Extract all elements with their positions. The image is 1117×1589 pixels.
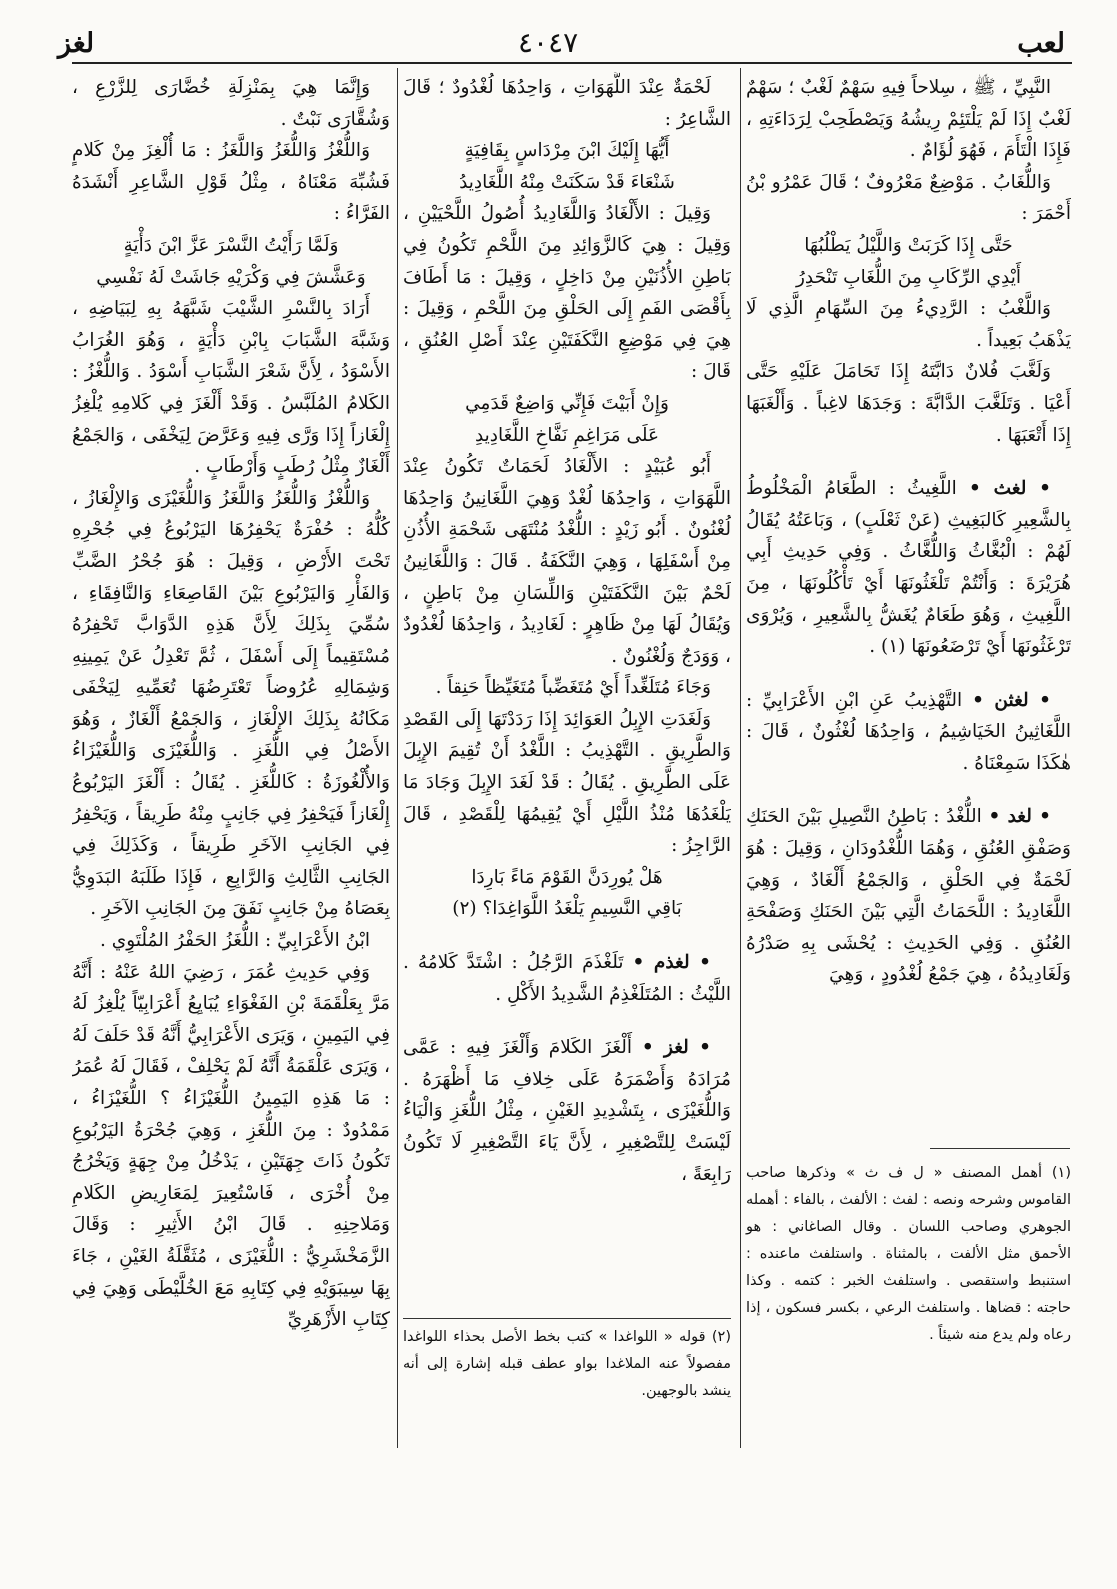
entry-text: التَّهْذِيبُ عَنِ ابْنِ الأَعْرَابِيِّ : اللَّغَاثِينُ الخَيَاشِيمُ ، وَاحِدُهَا لُغْثُونٌ ، قَالَ : هٰكَذَا سَمِعْنَاهُ . — [746, 689, 1071, 774]
footnote-rule — [930, 1148, 1070, 1149]
column-middle — [403, 72, 731, 1442]
paragraph: أَرَادَ بِالنَّسْرِ الشَّيْبَ شَبَّهَهُ بِهِ لِبَيَاضِهِ ، وَشَبَّهَ الشَّبَابَ بِابْنِ دَأْيَةٍ ، وَهُوَ الغُرَابُ الأَسْوَدُ ، لِأَنَّ شَعْرَ الشَّبَابِ أَسْوَدُ . وَاللُّغْزُ : الكَلامُ المُلَبَّسُ . وَقَدْ أَلْغَزَ فِي كَلامِهِ يُلْغِزُ إِلْغَازاً إِذَا وَرَّى فِيهِ وَعَرَّضَ لِيَخْفَى ، وَالجَمْعُ أَلْغَازٌ مِثْلُ رُطَبٍ وَأَرْطَابٍ . — [72, 298, 390, 478]
paragraph: وَلَغَدَتِ الإِبِلُ العَوَائِدَ إِذَا رَدَدْتَهَا إِلَى القَصْدِ وَالطَّرِيقِ . التَّهْذِيبُ : اللَّغْدُ أَنْ تُقِيمَ الإِبِلَ عَلَى الطَّرِيقِ . يُقَالُ : قَدْ لَغَدَ الإِبِلَ وَجَادَ مَا يَلْغَدُهَا مُنْذُ اللَّيْلِ أَيْ يُقِيمُهَا لِلْقَصْدِ ، قَالَ الرَّاجِزُ : — [403, 708, 731, 857]
verse-line: هَلْ يُورِدَنَّ القَوْمَ مَاءً بَارِدَا — [471, 866, 663, 888]
paragraph: وَجَاءَ مُتَلَغِّداً أَيْ مُتَغَضِّباً مُتَغَيِّظاً حَنِقاً . — [435, 677, 711, 699]
page-header — [0, 14, 1117, 64]
verse-line: أَيْدِي الرِّكَابِ مِنَ اللُّغَابِ تَنْحَدِرُ — [795, 266, 1022, 288]
paragraph: أَبُو عُبَيْدٍ : الأَلْغَادُ لَحَمَاتٌ تَكُونُ عِنْدَ اللَّهَوَاتِ ، وَاحِدُهَا لُغْدٌ وَهِيَ اللَّغَانِينُ وَاحِدُهَا لُغْنُونٌ . أَبُو زَيْدٍ : اللُّغْدُ مُنْتَهَى شَحْمَةِ الأُذُنِ مِنْ أَسْفَلِهَا ، وَهِيَ النَّكَفَةُ . قَالَ : وَاللَّغَانِينُ لَحْمٌ بَيْنَ النَّكَفَتَيْنِ وَاللِّسَانِ مِنْ بَاطِنٍ ، وَيُقَالُ لَهَا مِنْ ظَاهِرٍ : لَغَادِيدُ ، وَاحِدُهَا لُغْدُودٌ ، وَوَدَجٌ وَلُغْنُونٌ . — [403, 456, 731, 667]
entry — [746, 685, 1071, 780]
paragraph: وَلَغَّبَ فُلانٌ دَابَّتَهُ إِذَا تَحَامَلَ عَلَيْهِ حَتَّى أَعْيَا . وَتَلَغَّبَ الدَّابَّةَ : وَجَدَهَا لاغِباً . وَأَلْغَبَهَا إِذَا أَتْعَبَهَا . — [746, 361, 1071, 446]
headword: • لغذم • — [632, 952, 711, 974]
verse-line: عَلَى مَرَاغِمِ نَفَّاخِ اللَّغَادِيدِ — [474, 424, 660, 446]
headword: • لغد • — [988, 806, 1051, 828]
entry — [746, 473, 1071, 663]
paragraph: النَّبِيِّ ، ﷺ ، سِلاحاً فِيهِ سَهْمٌ لَغْبٌ ؛ سَهْمٌ لَغْبٌ إِذَا لَمْ يَلْتَئِمْ رِيشُهُ وَيَصْطَحِبْ لِرَدَاءَتِهِ ، فَإِذَا الْتَأَمَ ، فَهُوَ لُؤَامٌ . — [746, 77, 1071, 162]
header-right-word: لعب — [1017, 28, 1065, 59]
entry-text: أَلْغَزَ الكَلامَ وَأَلْغَزَ فِيهِ : عَمَّى مُرَادَهُ وَأَضْمَرَهُ عَلَى خِلافِ مَا أَظْهَرَهُ . وَاللُّغَيْزَى ، بِتَشْدِيدِ الغَيْنِ ، مِثْلُ اللُّغَزِ وَالْيَاءُ لَيْسَتْ لِلتَّصْغِيرِ ، لِأَنَّ يَاءَ التَّصْغِيرِ لَا تَكُونُ رَابِعَةً ، — [403, 1037, 731, 1185]
paragraph: وَقِيلَ : الأَلْغَادُ وَاللَّغَادِيدُ أُصُولُ اللَّحْيَيْنِ ، وَقِيلَ : هِيَ كَالزَّوَائِدِ مِنَ اللَّحْمِ تَكُونُ فِي بَاطِنِ الأُذُنَيْنِ مِنْ دَاخِلٍ ، وَقِيلَ : مَا أَطَافَ بِأَقْصَى الفَمِ إِلَى الحَلْقِ مِنَ اللَّحْمِ ، وَقِيلَ : هِيَ فِي مَوْضِعِ النَّكَفَتَيْنِ عِنْدَ أَصْلِ العُنُقِ ، قَالَ : — [403, 203, 731, 383]
column-left — [72, 72, 390, 1442]
verse-line: أَيُّهَا إِلَيْكَ ابْنَ مِرْدَاسٍ بِقَافِيَةٍ — [464, 140, 670, 162]
page-number: ٤٠٤٧ — [518, 26, 579, 59]
paragraph: وَفِي حَدِيثِ عُمَرَ ، رَضِيَ اللهُ عَنْهُ : أَنَّهُ مَرَّ بِعَلْقَمَةَ بْنِ الفَغْوَاءِ يُبَايِعُ أَعْرَابِيّاً يُلْغِزُ لَهُ فِي اليَمِينِ ، وَيَرَى الأَعْرَابِيُّ أَنَّهُ قَدْ حَلَفَ لَهُ ، وَيَرَى عَلْقَمَةُ أَنَّهُ لَمْ يَحْلِفْ ، فَقَالَ لَهُ عُمَرُ : مَا هَذِهِ اليَمِينُ اللُّغَيْزَاءُ ؟ اللُّغَيْزَاءُ ، مَمْدُودٌ : مِنَ اللُّغَزِ ، وَهِيَ جُحْرَةُ اليَرْبُوعِ تَكُونُ ذَاتَ جِهَتَيْنِ ، يَدْخُلُ مِنْ جِهَةٍ وَيَخْرُجُ مِنْ أُخْرَى ، فَاسْتُعِيرَ لِمَعَارِيضِ الكَلامِ وَمَلاحِنِهِ . قَالَ ابْنُ الأَثِيرِ : وَقَالَ الزَّمَخْشَرِيُّ : اللُّغَيْزَى ، مُثَقَّلَةُ الغَيْنِ ، جَاءَ بِهَا سِيبَوَيْهِ فِي كِتَابِهِ مَعَ الخُلَّيْطَى وَهِيَ فِي كِتَابِ الأَزْهَرِيِّ — [72, 961, 390, 1331]
footnote: (٢) قوله « اللواغدا » كتب بخط الأصل بحذاء اللواغدا مفصولاً عنه الملاغدا بواو عطف قبله إشارة إلى أنه ينشد بالوجهين. — [403, 1329, 731, 1399]
entry — [403, 947, 731, 1010]
verse-line: وَلَمَّا رَأَيْتُ النَّسْرَ عَزَّ ابْنَ دَأْيَةٍ — [123, 234, 339, 256]
verse-line: حَتَّى إِذَا كَرَبَتْ وَاللَّيْلُ يَطْلُبُهَا — [804, 234, 1013, 256]
headword: • لغز • — [641, 1037, 711, 1059]
header-rule — [72, 62, 1072, 64]
verse-line: بَاقِي النَّسِيمِ يَلْغَدُ اللَّوَاغِدَا؟ (٢) — [452, 898, 682, 920]
verse-line: شَنْعَاءَ قَدْ سَكَنَتْ مِنْهُ اللَّغَادِيدُ — [459, 171, 675, 193]
verse-line: وَعَشَّشَ فِي وَكْرَيْهِ جَاشَتْ لَهُ نَفْسِي — [96, 266, 366, 288]
entry-text: اللَّغِيثُ : الطَّعَامُ الْمَخْلُوطُ بِالشَّعِيرِ كَالبَغِيثِ (عَنْ ثَعْلَبٍ) ، وَبَاعَتُهُ يُقَالُ لَهُمْ : الْبُغَّاثُ وَاللُّغَّاثُ . وَفِي حَدِيثِ أَبِي هُرَيْرَةَ : وَأَنْتُمْ تَلْغَثُونَهَا أَيْ تَأْكُلُونَهَا ، مِنَ اللَّغِيثِ ، وَهُوَ طَعَامٌ يُغَشُّ بِالشَّعِيرِ ، وَيُرْوَى تَرْغَثُونَهَا أَيْ تَرْضَعُونَهَا (١) . — [746, 478, 1071, 658]
headword: • لغثن • — [972, 689, 1051, 711]
headword: • لغث • — [969, 478, 1051, 500]
paragraph: وَاللُّغْزُ وَاللُّغَزُ وَاللَّغَزُ : مَا أُلْغِزَ مِنْ كَلامٍ فَشُبِّهَ مَعْنَاهُ ، مِثْلُ قَوْلِ الشَّاعِرِ أَنْشَدَهُ الفَرَّاءُ : — [72, 140, 390, 225]
column-divider — [397, 68, 398, 1448]
entry — [746, 801, 1071, 991]
entry-text: تَلَغْذَمَ الرَّجُلُ : اشْتَدَّ كَلامُهُ . اللَّيْثُ : المُتَلَغْذِمُ الشَّدِيدُ الأَكْلِ . — [403, 952, 731, 1005]
paragraph: وَاللُّغَابُ . مَوْضِعٌ مَعْرُوفٌ ؛ قَالَ عَمْرُو بْنُ أَحْمَرَ : — [746, 171, 1071, 225]
verse-line: وَإِنْ أَبَيْتَ فَإِنِّي وَاضِعٌ قَدَمِي — [465, 392, 669, 414]
footnote-rule — [403, 1318, 731, 1319]
paragraph: ابْنُ الأَعْرَابِيِّ : اللُّغَزُ الحَفْرُ المُلْتَوِي . — [100, 930, 370, 952]
column-divider — [740, 68, 741, 1448]
entry — [403, 1032, 731, 1190]
footnote: (١) أهمل المصنف « ل ف ث » وذكرها صاحب القاموس وشرحه ونصه : لفث : الألفث ، بالفاء : أهمله الجوهري وصاحب اللسان . وقال الصاغاني : هو الأحمق مثل الألفت ، بالمثناة . واستلفث ماعنده : استنبط واستقصى . واستلفث الخبر : كتمه . وكذا حاجته : قضاها . واستلفث الرعي ، بكسر فسكون ، إذا رعاه ولم يدع منه شيئاً . — [746, 1165, 1071, 1343]
header-left-word: لغز — [58, 28, 95, 59]
paragraph: لَحْمَةٌ عِنْدَ اللَّهَوَاتِ ، وَاحِدُهَا لُغْدُودٌ ؛ قَالَ الشَّاعِرُ : — [403, 77, 731, 130]
paragraph: وَاللَّغْبُ : الرَّدِيءُ مِنَ السِّهَامِ الَّذِي لَا يَذْهَبُ بَعِيداً . — [746, 298, 1071, 351]
entry-text: اللُّغْدُ : بَاطِنُ النَّصِيلِ بَيْنَ الحَنَكِ وَصَفْقِ العُنُقِ ، وَهُمَا اللُّغْدُودَانِ ، وَقِيلَ : هُوَ لَحْمَةٌ فِي الحَلْقِ ، وَالجَمْعُ أَلْغَادٌ ، وَهِيَ اللَّغَادِيدُ : اللَّحَمَاتُ الَّتِي بَيْنَ الحَنَكِ وَصَفْحَةِ العُنُقِ . وَفِي الحَدِيثِ : يُحْشَى بِهِ صَدْرُهُ وَلَغَادِيدُهُ ، هِيَ جَمْعُ لُغْدُودٍ ، وَهِيَ — [746, 806, 1071, 986]
paragraph: وَإِنَّمَا هِيَ بِمَنْزِلَةِ خُضَّارَى لِلزَّرْعِ ، وَشُقَّارَى نَبْتٌ . — [72, 77, 390, 130]
paragraph: وَاللُّغْزُ وَاللُّغَزُ وَاللَّغَزُ وَاللُّغَيْزَى وَالإِلْغَازُ ، كُلُّهُ : حُفْرَةٌ يَحْفِرُهَا اليَرْبُوعُ فِي جُحْرِهِ تَحْتَ الأَرْضِ ، وَقِيلَ : هُوَ جُحْرُ الضَّبِّ وَالفَأْرِ وَاليَرْبُوعِ بَيْنَ القَاصِعَاءِ وَالنَّافِقَاءِ ، سُمِّيَ بِذَلِكَ لِأَنَّ هَذِهِ الدَّوَابَّ تَحْفِرُهُ مُسْتَقِيماً إِلَى أَسْفَلَ ، ثُمَّ تَعْدِلُ عَنْ يَمِينِهِ وَشِمَالِهِ عُرُوضاً تَعْتَرِضُهَا تُعَمِّيهِ لِيَخْفَى مَكَانُهُ بِذَلِكَ الإِلْغَازِ ، وَالجَمْعُ أَلْغَازٌ ، وَهُوَ الأَصْلُ فِي اللُّغَزِ . وَاللُّغَيْزَى وَاللُّغَيْزَاءُ وَالأُلْغُوزَةُ : كَاللُّغَزِ . يُقَالُ : أَلْغَزَ اليَرْبُوعُ إِلْغَازاً فَيَحْفِرُ فِي جَانِبٍ مِنْهُ طَرِيقاً ، وَيَحْفِرُ فِي الجَانِبِ الآخَرِ طَرِيقاً ، وَكَذَلِكَ فِي الجَانِبِ الثَّالِثِ وَالرَّابِعِ ، فَإِذَا طَلَبَهُ البَدَوِيُّ بِعَصَاهُ مِنْ جَانِبٍ نَفَقَ مِنَ الجَانِبِ الآخَرِ . — [72, 487, 390, 920]
